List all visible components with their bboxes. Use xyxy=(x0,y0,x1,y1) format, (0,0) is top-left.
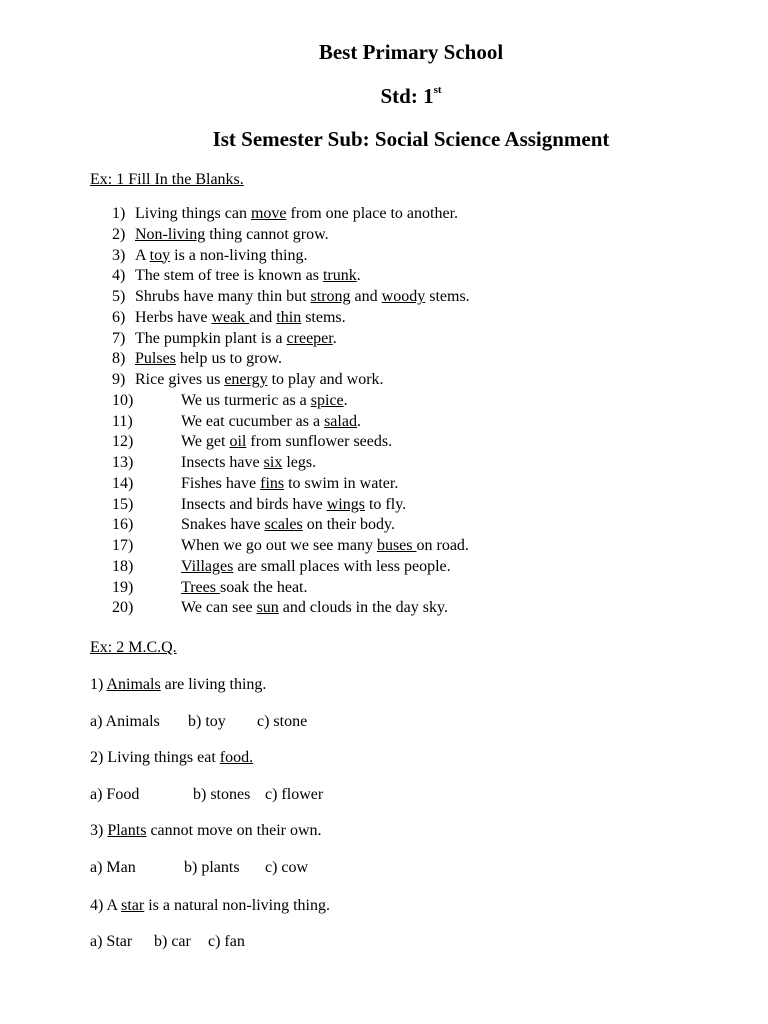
mcq-answer: food. xyxy=(219,749,254,766)
fill-item xyxy=(0,433,768,453)
sentence-fragment: to swim in water. xyxy=(284,474,399,492)
question-fragment: are living thing. xyxy=(160,676,267,693)
fill-item-number: 9) xyxy=(112,371,126,388)
question-fragment: 2) Living things eat xyxy=(90,749,220,766)
mcq-option: b) toy xyxy=(188,713,226,730)
blank-answer: buses xyxy=(376,537,417,554)
fill-item-text xyxy=(181,413,361,431)
blank-answer: Villages xyxy=(181,557,234,575)
sentence-fragment: on their body. xyxy=(302,516,396,534)
standard-text: Std: 1 xyxy=(380,84,434,108)
mcq-question xyxy=(90,749,253,767)
fill-item xyxy=(0,226,768,246)
sentence-fragment: We get xyxy=(181,433,230,451)
blank-answer: Non-living xyxy=(135,225,206,243)
fill-item-text xyxy=(135,330,337,348)
fill-item-text xyxy=(181,475,398,493)
fill-item-text xyxy=(181,454,316,472)
mcq-option: b) car xyxy=(154,933,191,950)
fill-item xyxy=(0,247,768,267)
mcq-options xyxy=(0,933,768,953)
blank-answer: creeper xyxy=(286,329,333,347)
blank-answer: strong xyxy=(310,288,351,305)
fill-item-number: 5) xyxy=(112,288,126,305)
fill-item-number: 14) xyxy=(112,474,134,492)
fill-item-number: 12) xyxy=(112,433,134,451)
blank-answer: Pulses xyxy=(135,350,176,368)
sentence-fragment: and clouds in the day sky. xyxy=(278,599,448,617)
sentence-fragment: and xyxy=(249,308,277,326)
fill-item-number: 4) xyxy=(112,267,126,285)
fill-item-number: 20) xyxy=(112,599,134,617)
mcq-option: b) plants xyxy=(184,859,240,876)
fill-item xyxy=(0,392,768,412)
fill-item xyxy=(0,454,768,474)
fill-item xyxy=(0,371,768,391)
fill-item-text xyxy=(181,537,469,555)
question-fragment: 1) xyxy=(90,676,107,693)
fill-item xyxy=(0,579,768,599)
mcq-options xyxy=(0,786,768,806)
sentence-fragment: . xyxy=(343,391,348,409)
fill-item xyxy=(0,516,768,536)
blank-answer: spice xyxy=(310,391,344,409)
fill-item-text xyxy=(181,558,451,576)
sentence-fragment: and xyxy=(350,288,382,305)
sentence-fragment: soak the heat. xyxy=(219,578,308,596)
blank-answer: toy xyxy=(149,246,171,264)
mcq-option: a) Star xyxy=(90,933,133,950)
mcq-question xyxy=(90,822,322,840)
sentence-fragment: Herbs have xyxy=(135,308,212,326)
sentence-fragment: from one place to another. xyxy=(286,205,459,222)
standard-label xyxy=(27,84,768,109)
fill-item xyxy=(0,205,768,225)
sentence-fragment: We us turmeric as a xyxy=(181,391,311,409)
fill-item-number: 16) xyxy=(112,516,134,534)
question-fragment: 3) xyxy=(90,822,108,839)
fill-item xyxy=(0,413,768,433)
sentence-fragment: Insects have xyxy=(181,454,264,471)
mcq-answer: Plants xyxy=(107,822,147,839)
fill-item-number: 8) xyxy=(112,350,126,368)
mcq-option: a) Man xyxy=(90,859,136,876)
mcq-option: c) fan xyxy=(208,933,245,950)
fill-item-number: 17) xyxy=(112,537,134,554)
fill-item-text xyxy=(135,267,361,285)
mcq-option: c) flower xyxy=(265,786,324,803)
exercise-2-heading: Ex: 2 M.C.Q. xyxy=(90,639,177,656)
sentence-fragment: The stem of tree is known as xyxy=(135,267,323,285)
assignment-title: Ist Semester Sub: Social Science Assignment xyxy=(212,127,610,151)
blank-answer: Trees xyxy=(181,578,220,596)
blank-answer: thin xyxy=(276,308,302,326)
sentence-fragment: to play and work. xyxy=(267,371,384,388)
blank-answer: six xyxy=(263,454,283,471)
fill-item xyxy=(0,288,768,308)
mcq-question xyxy=(90,897,330,915)
blank-answer: oil xyxy=(229,433,247,451)
blank-answer: sun xyxy=(256,599,279,617)
blank-answer: trunk xyxy=(322,267,357,285)
fill-item-text xyxy=(181,599,448,617)
fill-item-text xyxy=(181,496,406,514)
mcq-option: b) stones xyxy=(193,786,251,803)
sentence-fragment: thing cannot grow. xyxy=(205,225,329,243)
fill-item xyxy=(0,330,768,350)
sentence-fragment: We eat cucumber as a xyxy=(181,412,325,430)
question-fragment: is a natural non-living thing. xyxy=(144,897,330,914)
fill-item xyxy=(0,309,768,329)
fill-item-number: 1) xyxy=(112,205,126,222)
sentence-fragment: legs. xyxy=(282,454,317,471)
fill-item-text xyxy=(181,579,308,597)
blank-answer: woody xyxy=(381,288,426,305)
fill-item-number: 15) xyxy=(112,495,134,513)
fill-item-text xyxy=(135,371,384,389)
fill-item-text xyxy=(135,205,458,223)
blank-answer: wings xyxy=(326,495,365,513)
sentence-fragment: Fishes have xyxy=(181,474,261,492)
fill-item-number: 6) xyxy=(112,308,126,326)
school-name: Best Primary School xyxy=(318,40,504,64)
sentence-fragment: stems. xyxy=(301,308,346,326)
sentence-fragment: is a non-living thing. xyxy=(170,246,308,264)
mcq-answer: star xyxy=(121,897,145,914)
blank-answer: scales xyxy=(264,516,303,534)
mcq-options xyxy=(0,713,768,733)
blank-answer: fins xyxy=(260,474,285,492)
fill-item-number: 11) xyxy=(112,412,133,430)
fill-item xyxy=(0,350,768,370)
mcq-answer: Animals xyxy=(106,676,161,693)
sentence-fragment: from sunflower seeds. xyxy=(246,433,393,451)
sentence-fragment: Rice gives us xyxy=(135,371,225,388)
fill-item-number: 3) xyxy=(112,246,126,264)
mcq-option: a) Food xyxy=(90,786,140,803)
fill-item-number: 10) xyxy=(112,391,134,409)
sentence-fragment: Snakes have xyxy=(181,516,265,534)
mcq-option: a) Animals xyxy=(90,713,160,730)
fill-item-text xyxy=(181,433,392,451)
fill-item-text xyxy=(135,309,346,327)
fill-item-text xyxy=(135,350,282,368)
sentence-fragment: Shrubs have many thin but xyxy=(135,288,311,305)
sentence-fragment: The pumpkin plant is a xyxy=(135,329,287,347)
fill-item-text xyxy=(181,516,395,534)
mcq-option: c) stone xyxy=(257,713,308,730)
sentence-fragment: A xyxy=(135,246,150,264)
sentence-fragment: are small places with less people. xyxy=(233,557,451,575)
fill-item-number: 18) xyxy=(112,557,134,575)
sentence-fragment: We can see xyxy=(181,599,257,617)
mcq-question xyxy=(90,676,266,694)
sentence-fragment: When we go out we see many xyxy=(181,537,377,554)
blank-answer: salad xyxy=(324,412,357,430)
blank-answer: move xyxy=(250,205,287,222)
mcq-options xyxy=(0,859,768,879)
fill-item-number: 7) xyxy=(112,329,126,347)
fill-item-number: 2) xyxy=(112,225,126,243)
fill-item xyxy=(0,475,768,495)
fill-item xyxy=(0,267,768,287)
fill-item-text xyxy=(135,226,329,244)
standard-superscript: st xyxy=(433,84,442,96)
fill-item xyxy=(0,599,768,619)
fill-item-number: 13) xyxy=(112,454,134,471)
question-fragment: 4) A xyxy=(90,897,122,914)
sentence-fragment: stems. xyxy=(425,288,470,305)
sentence-fragment: . xyxy=(356,412,361,430)
fill-item xyxy=(0,537,768,557)
fill-item-number: 19) xyxy=(112,578,134,596)
fill-item-text xyxy=(135,288,470,306)
sentence-fragment: help us to grow. xyxy=(175,350,282,368)
fill-item-text xyxy=(181,392,348,410)
sentence-fragment: on road. xyxy=(416,537,469,554)
blank-answer: weak xyxy=(211,308,250,326)
sentence-fragment: to fly. xyxy=(364,495,407,513)
fill-item xyxy=(0,496,768,516)
fill-item-text xyxy=(135,247,307,265)
fill-item xyxy=(0,558,768,578)
sentence-fragment: . xyxy=(332,329,337,347)
blank-answer: energy xyxy=(224,371,268,388)
sentence-fragment: . xyxy=(356,267,361,285)
question-fragment: cannot move on their own. xyxy=(146,822,322,839)
exercise-1-heading: Ex: 1 Fill In the Blanks. xyxy=(90,171,244,188)
sentence-fragment: Insects and birds have xyxy=(181,495,327,513)
sentence-fragment: Living things can xyxy=(135,205,251,222)
mcq-option: c) cow xyxy=(265,859,309,876)
